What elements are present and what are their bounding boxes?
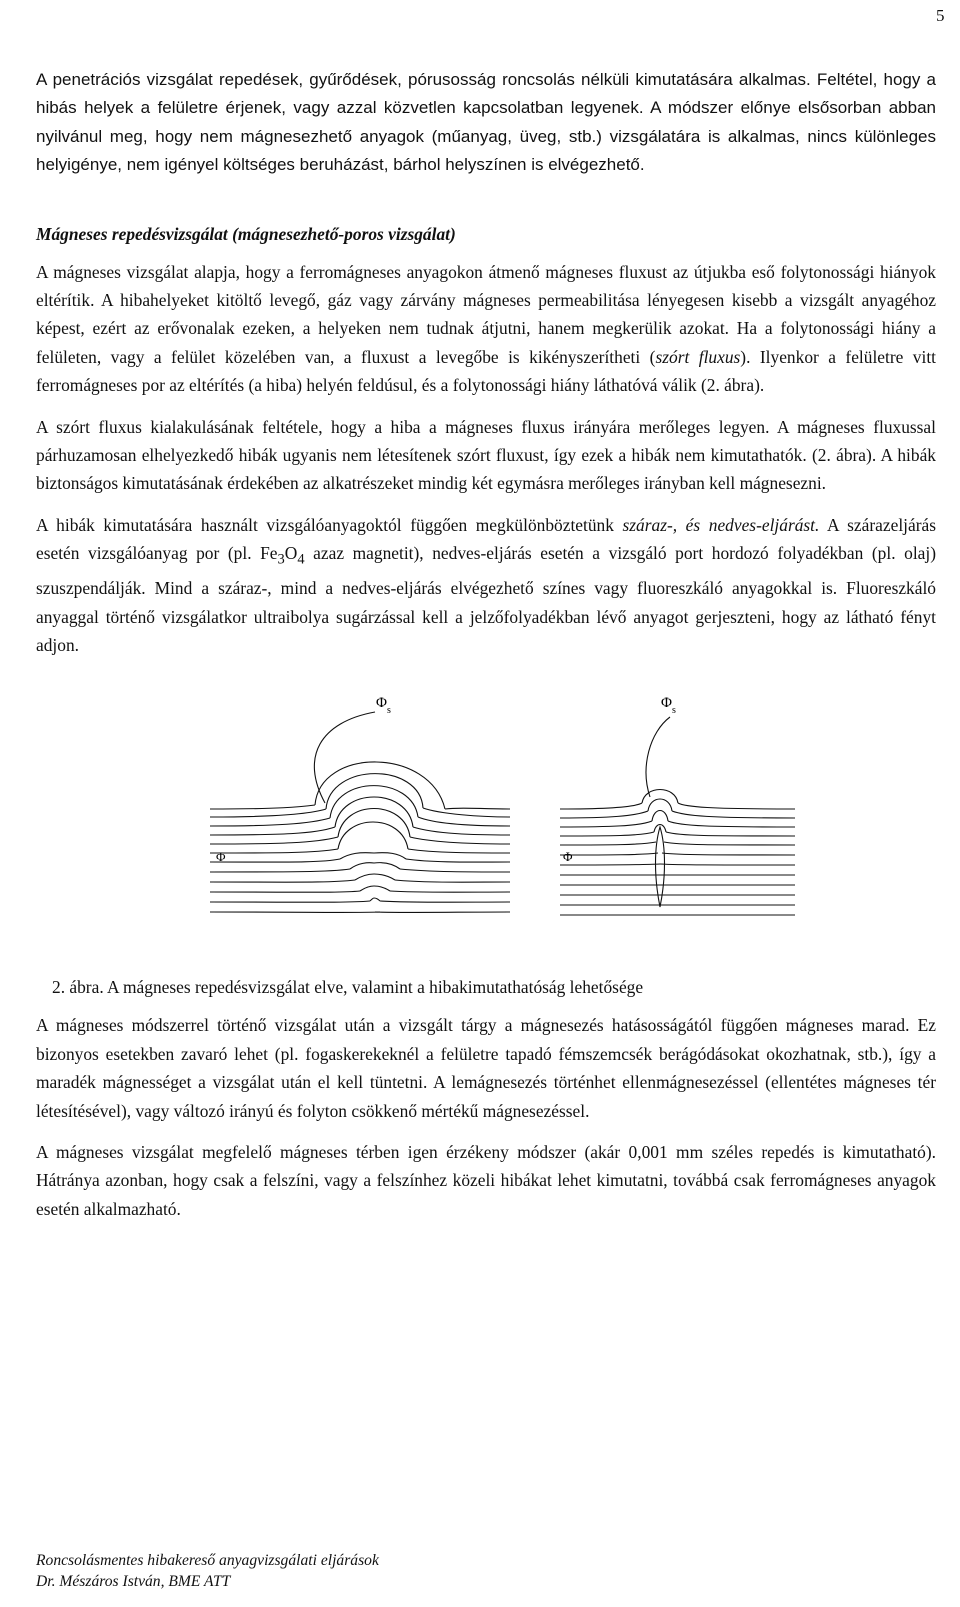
footer-title: Roncsolásmentes hibakereső anyagvizsgálati eljárások — [36, 1552, 379, 1569]
right-flux-symbol-top-sub: s — [672, 705, 676, 717]
page-footer — [36, 1550, 379, 1592]
right-panel-field-lines — [560, 717, 795, 915]
left-panel-field-lines — [210, 712, 510, 912]
paragraph-methods: A hibák kimutatására használt vizsgálóanyagoktól függően megkülönböztetünk száraz-, és nedves-eljárást. A szárazeljárás esetén vizsgálóanyag por (pl. $Fe_3O_4$ azaz magnetit), nedves-eljárás esetén a vizsgáló port hordozó folyadékban (pl. olaj) szuszpendálják. Mind a száraz-, mind a nedves-eljárás elvégezhető színes vagy fluoreszkáló anyagokkal is. Fluoreszkáló anyaggal történő vizsgálatkor ultraibolya sugárzással kell a jelzőfolyadékban lévő anyagot gerjeszteni, hogy az látható fényt adjon. — [36, 514, 937, 655]
right-flux-symbol-side: Φ — [563, 849, 573, 865]
paragraph-demagnetization: A mágneses módszerrel történő vizsgálat után a vizsgált tárgy a mágnesezés hatásosságától függően mágneses marad. Ez bizonyos esetekben zavaró lehet (pl. fogaskerekeknél a felületre tapadó fémszemcsék berágódásokat okozhatnak, stb.), így a maradék mágnességet a vizsgálat után el kell tüntetni. A lemágnesezés történhet ellenmágnesezéssel (ellentétes mágneses tér létesítésével), vagy változó irányú és folyton csökkenő mértékű mágnesezéssel. — [36, 1015, 936, 1121]
section-heading: Mágneses repedésvizsgálat (mágnesezhető-poros vizsgálat) — [36, 223, 456, 244]
left-flux-symbol-side: Φ — [216, 849, 226, 865]
term-dry-wet-method: száraz-, és nedves-eljárást. — [622, 514, 820, 535]
term-scattered-flux: szórt fluxus — [655, 346, 741, 367]
left-flux-symbol-top: Φ — [376, 695, 387, 712]
intro-paragraph: A penetrációs vizsgálat repedések, gyűrődések, pórusosság roncsolás nélküli kimutatására alkalmas. Feltétel, hogy a hibás helyek a felületre érjenek, vagy azzal közvetlen kapcsolatban legyenek. A módszer előnye elsősorban abban nyilvánul meg, hogy nem mágnesezhető anyagok (műanyag, üveg, stb.) vizsgálatára is alkalmas, nincs különleges helyigénye, nem igényel költséges beruházást, bárhol helyszínen is elvégezhető. — [36, 70, 936, 175]
paragraph-sensitivity: A mágneses vizsgálat megfelelő mágneses térben igen érzékeny módszer (akár 0,001 mm széles repedés is kimutatható). Hátránya azonban, hogy csak a felszíni, vagy a felszínhez közeli hibákat lehet kimutatni, továbbá csak ferromágneses anyagok esetén alkalmazható. — [36, 1142, 936, 1219]
right-flux-symbol-top: Φ — [661, 695, 672, 712]
left-flux-symbol-top-sub: s — [387, 705, 391, 717]
page-number: 5 — [936, 6, 945, 25]
figure-flux-diagram — [36, 677, 936, 967]
footer-author: Dr. Mészáros István, BME ATT — [36, 1573, 231, 1590]
figure-caption: 2. ábra. A mágneses repedésvizsgálat elve, valamint a hibakimutathatóság lehetősége — [52, 977, 644, 998]
document-body — [36, 66, 936, 1223]
paragraph-principle: A mágneses vizsgálat alapja, hogy a ferromágneses anyagokon átmenő mágneses fluxust az útjukba eső folytonossági hiányok eltérítik. A hibahelyeket kitöltő levegő, gáz vagy zárvány mágneses permeabilitása lényegesen kisebb a vizsgált anyagéhoz képest, ezért az erővonalak ezeken, a helyeken nem tudnak átjutni, hanem megkerülik azokat. Ha a folytonossági hiány a felületen, vagy a felület közelében van, a fluxust a levegőbe is kikényszerítheti (szórt fluxus). Ilyenkor a felületre vitt ferromágneses por az eltérítés (a hiba) helyén feldúsul, és a folytonossági hiány láthatóvá válik (2. ábra). — [36, 261, 936, 396]
paragraph-condition: A szórt fluxus kialakulásának feltétele, hogy a hiba a mágneses fluxus irányára merőleges legyen. A mágneses fluxussal párhuzamosan elhelyezkedő hibák ugyanis nem létesítenek szórt fluxust, így ezek a hibák nem kimutathatók. (2. ábra). A hibák biztonságos kimutatásának érdekében az alkatrészeket mindig két egymásra merőleges irányban kell mágnesezni. — [36, 416, 936, 494]
flux-lines-svg — [180, 677, 800, 967]
